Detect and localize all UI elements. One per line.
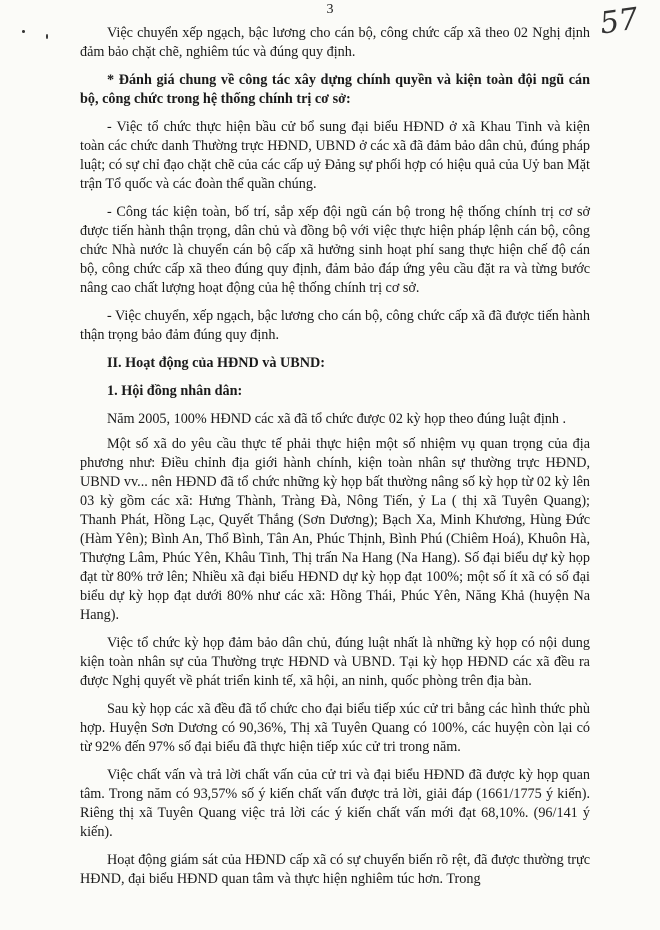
scan-speck [46,34,48,39]
paragraph-salary-transfer: Việc chuyển xếp ngạch, bậc lương cho cán bộ, công chức cấp xã theo 02 Nghị định đảm bảo chặt chẽ, nghiêm túc và đúng quy định. [80,25,590,60]
paragraph-sessions-2005: Năm 2005, 100% HĐND các xã đã tổ chức được 02 kỳ họp theo đúng luật định . [107,411,567,427]
paragraph-supervision: Hoạt động giám sát của HĐND cấp xã có sự chuyển biến rõ rệt, đã được thường trực HĐND, đại biểu HĐND quan tâm và thực hiện nghiêm túc hơn. Trong [80,852,590,887]
paragraph-voter-contact: Sau kỳ họp các xã đều đã tổ chức cho đại biểu tiếp xúc cử tri bằng các hình thức phù hợp. Huyện Sơn Dương có 90,36%, Thị xã Tuyên Quang có 100%, các huyện còn lại có từ 92% đến 97% số đại biểu đã thực hiện tiếp xúc cử tri trong năm. [80,701,590,755]
paragraph-staff-arrangement: - Công tác kiện toàn, bố trí, sắp xếp đội ngũ cán bộ trong hệ thống chính trị cơ sở được tiến hành thận trọng, dân chủ và đồng bộ với việc thực hiện pháp lệnh cán bộ, công chức Nhà nước là chuyển cán bộ cấp xã hưởng sinh hoạt phí sang thực hiện chế độ cán bộ, công chức cấp xã theo đúng quy định, đảm bảo đáp ứng yêu cầu đặt ra và từng bước nâng cao chất lượng hoạt động của hệ thống chính trị cơ sở. [80,204,590,296]
paragraph-session-organization: Việc tổ chức kỳ họp đảm bảo dân chủ, đúng luật nhất là những kỳ họp có nội dung kiện toàn nhân sự của Thường trực HĐND và UBND. Tại kỳ họp HĐND các xã đều ra được Nghị quyết về phát triển kinh tế, xã hội, an ninh, quốc phòng trên địa bàn. [80,635,590,689]
heading-general-assessment: * Đánh giá chung về công tác xây dựng chính quyền và kiện toàn đội ngũ cán bộ, công chức trong hệ thống chính trị cơ sở: [80,72,590,107]
document-body [80,24,590,898]
paragraph-questioning: Việc chất vấn và trả lời chất vấn của cử tri và đại biểu HĐND đã được kỳ họp quan tâm. Trong năm có 93,57% số ý kiến chất vấn được trả lời, giải đáp (1661/1775 ý kiến). Riêng thị xã Tuyên Quang việc trả lời các ý kiến chất vấn mới đạt 68,10%. (96/141 ý kiến). [80,767,590,840]
subsection-heading-council: 1. Hội đồng nhân dân: [107,383,243,399]
paragraph-election: - Việc tổ chức thực hiện bầu cử bổ sung đại biểu HĐND ở xã Khau Tinh và kiện toàn các chức danh Thường trực HĐND, UBND ở các xã đã đảm bảo dân chủ, đúng pháp luật; có sự chỉ đạo chặt chẽ của các cấp uỷ Đảng sự phối hợp có hiệu quả của Uỷ ban Mặt trận Tổ quốc và các đoàn thể quần chúng. [80,119,590,192]
handwritten-page-mark: 57 [597,1,641,42]
scan-speck [22,30,25,33]
section-heading-activities: II. Hoạt động của HĐND và UBND: [107,355,325,371]
paragraph-salary-rank: - Việc chuyển, xếp ngạch, bậc lương cho cán bộ, công chức cấp xã đã được tiến hành thận trọng bảo đảm đúng quy định. [80,308,590,343]
paragraph-extra-sessions: Một số xã do yêu cầu thực tế phải thực hiện một số nhiệm vụ quan trọng của địa phương như: Điều chỉnh địa giới hành chính, kiện toàn nhân sự thường trực HĐND, UBND vv... nên HĐND đã tổ chức những kỳ họp bất thường nâng số kỳ họp từ 02 kỳ lên 03 kỳ gồm các xã: Hưng Thành, Tràng Đà, Nông Tiến, ỷ La ( thị xã Tuyên Quang); Thanh Phát, Hồng Lạc, Quyết Thắng (Sơn Dương); Bạch Xa, Minh Khương, Hùng Đức (Hàm Yên); Bình An, Thổ Bình, Tân An, Phúc Thịnh, Bình Phú (Chiêm Hoá), Khuôn Hà, Thượng Lâm, Phúc Yên, Khâu Tinh, Thị trấn Na Hang (Na Hang). Số đại biểu dự kỳ họp đạt từ 80% trở lên; Nhiều xã đại biểu HĐND dự kỳ họp đạt 100%; một số ít xã có số đại biểu dự kỳ họp đạt dưới 80% như các xã: Hồng Thái, Phúc Yên, Năng Khả (huyện Na Hang). [80,436,590,623]
page-number: 3 [326,2,334,17]
